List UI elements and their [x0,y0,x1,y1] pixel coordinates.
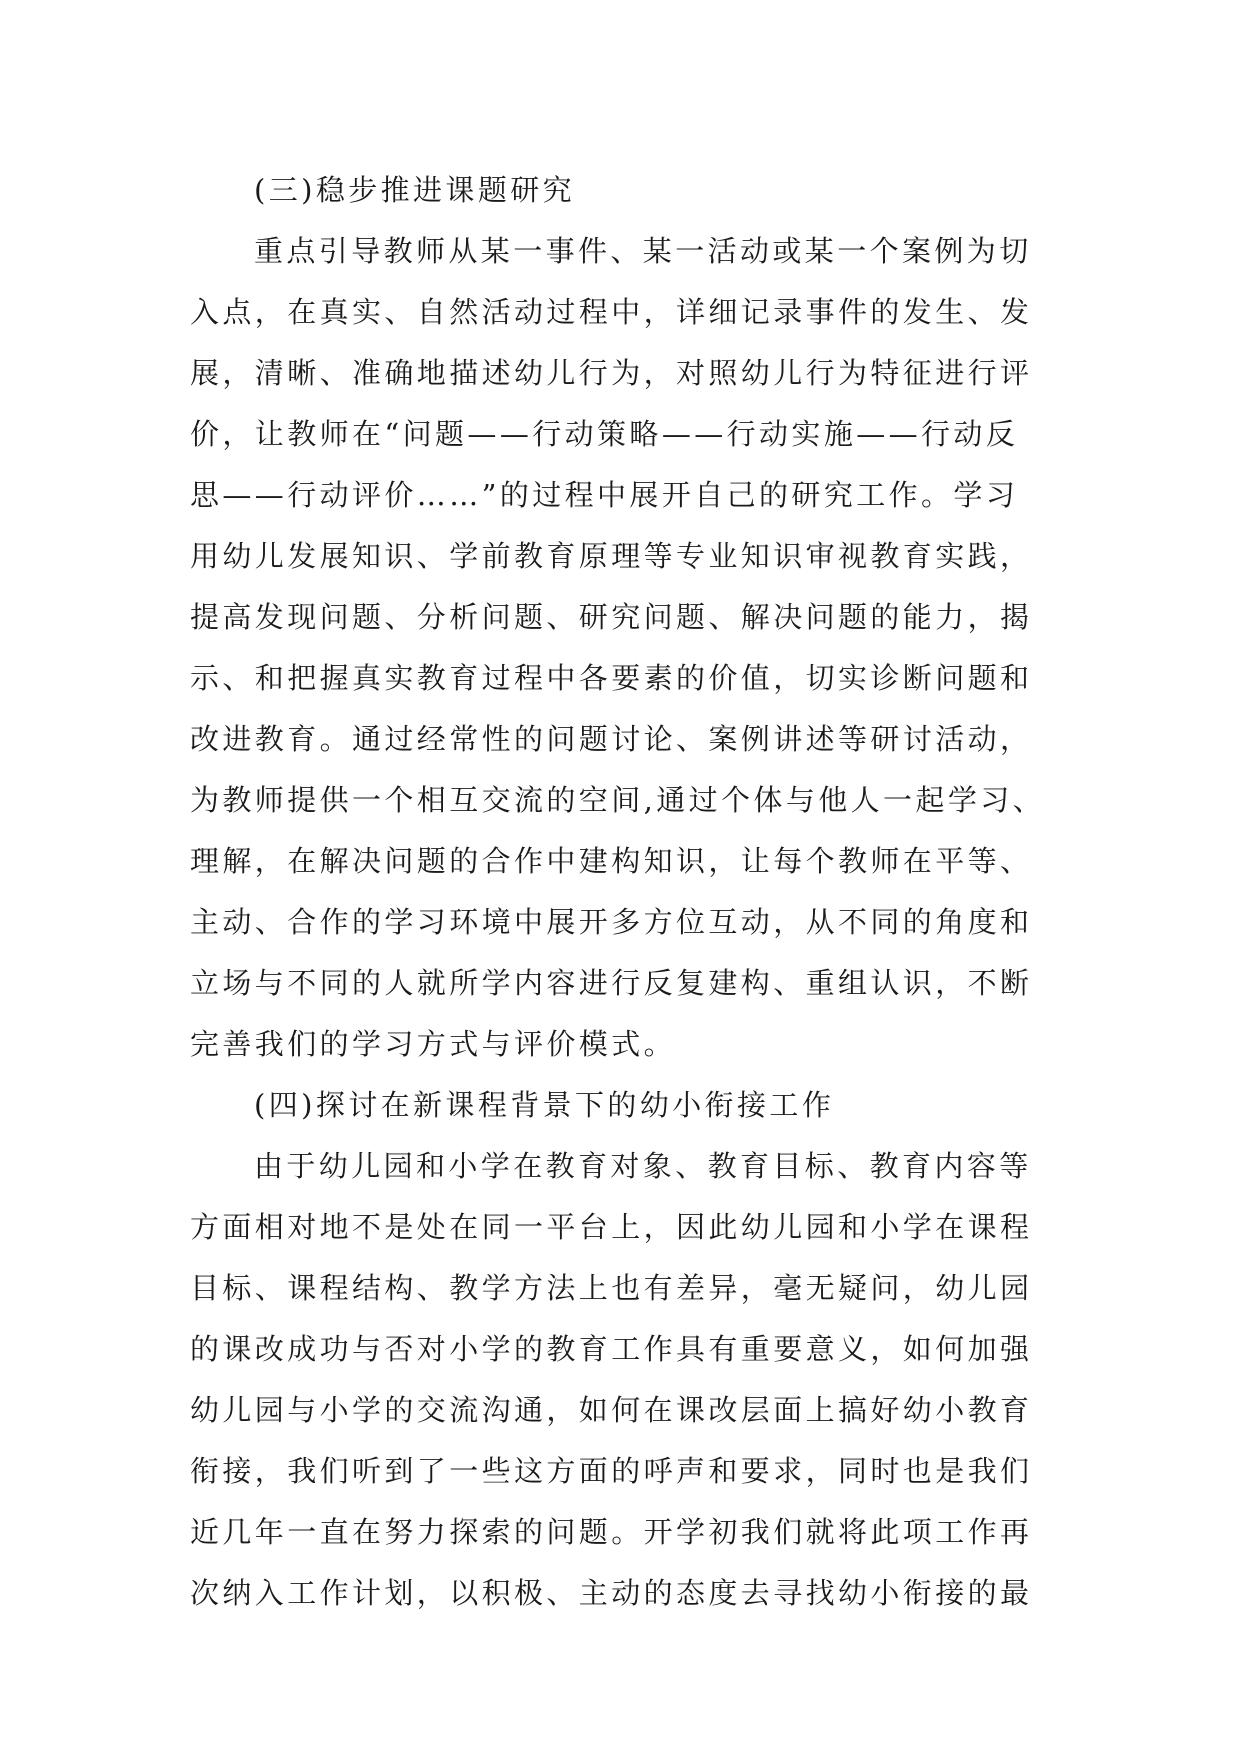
text-line: 衔接，我们听到了一些这方面的呼声和要求，同时也是我们 [190,1454,1033,1488]
text-line: 的课改成功与否对小学的教育工作具有重要意义，如何加强 [190,1332,1033,1366]
paragraph-start-line: (四)探讨在新课程背景下的幼小衔接工作 [254,1088,835,1122]
paragraph-start-line: 重点引导教师从某一事件、某一活动或某一个案例为切 [254,234,1032,268]
text-line: 用幼儿发展知识、学前教育原理等专业知识审视教育实践， [190,539,1033,573]
text-line: 立场与不同的人就所学内容进行反复建构、重组认识，不断 [190,966,1033,1000]
text-line: 思——行动评价……”的过程中展开自己的研究工作。学习 [190,478,1019,512]
text-line: 展，清晰、准确地描述幼儿行为，对照幼儿行为特征进行评 [190,356,1033,390]
paragraph-start-line: (三)稳步推进课题研究 [254,173,576,207]
text-line: 价，让教师在“问题——行动策略——行动实施——行动反 [190,417,1019,451]
text-line: 目标、课程结构、教学方法上也有差异，毫无疑问，幼儿园 [190,1271,1033,1305]
text-line: 入点，在真实、自然活动过程中，详细记录事件的发生、发 [190,295,1033,329]
text-line: 为教师提供一个相互交流的空间,通过个体与他人一起学习、 [190,783,1046,817]
text-line: 理解，在解决问题的合作中建构知识，让每个教师在平等、 [190,844,1033,878]
text-line: 次纳入工作计划，以积极、主动的态度去寻找幼小衔接的最 [190,1576,1033,1610]
document-body [190,160,1070,1624]
text-line: 完善我们的学习方式与评价模式。 [190,1027,677,1061]
text-line: 方面相对地不是处在同一平台上，因此幼儿园和小学在课程 [190,1210,1033,1244]
text-line: 示、和把握真实教育过程中各要素的价值，切实诊断问题和 [190,661,1033,695]
text-line: 主动、合作的学习环境中展开多方位互动，从不同的角度和 [190,905,1033,939]
text-line: 近几年一直在努力探索的问题。开学初我们就将此项工作再 [190,1515,1033,1549]
text-line: 提高发现问题、分析问题、研究问题、解决问题的能力，揭 [190,600,1033,634]
paragraph-start-line: 由于幼儿园和小学在教育对象、教育目标、教育内容等 [254,1149,1032,1183]
text-line: 幼儿园与小学的交流沟通，如何在课改层面上搞好幼小教育 [190,1393,1033,1427]
text-line: 改进教育。通过经常性的问题讨论、案例讲述等研讨活动， [190,722,1033,756]
